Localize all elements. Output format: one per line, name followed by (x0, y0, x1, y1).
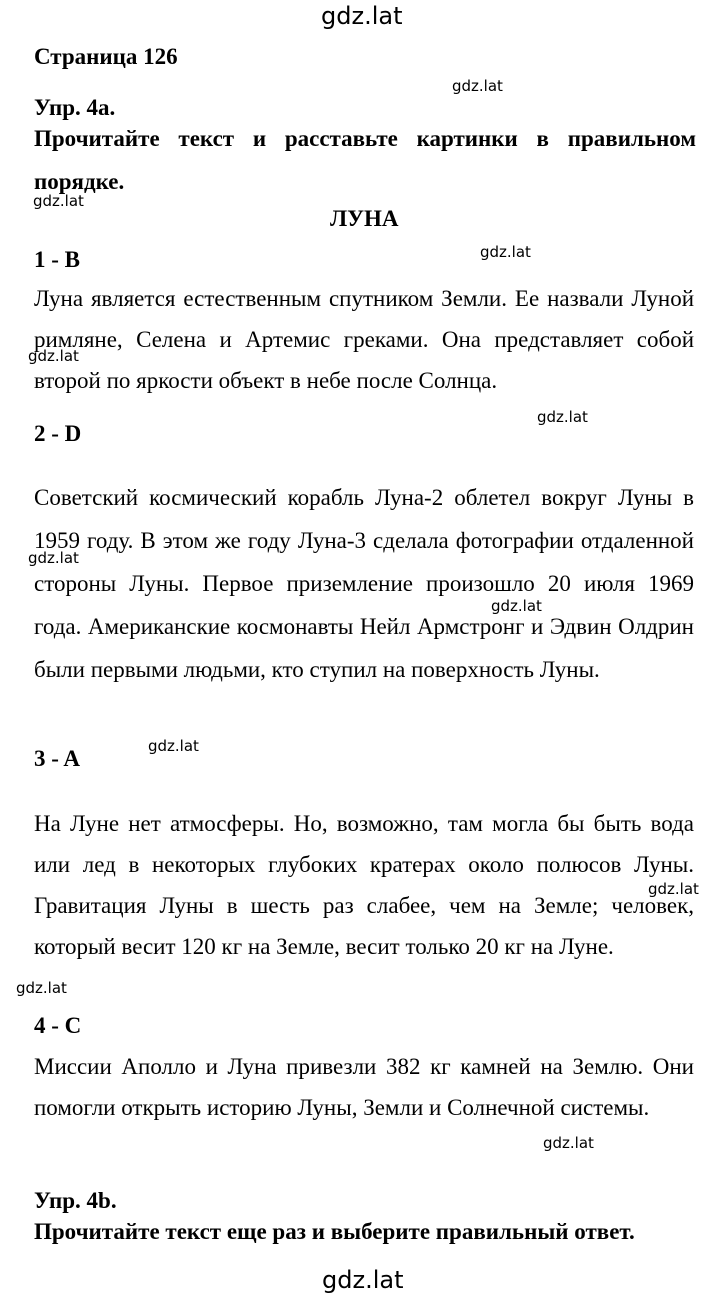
watermark: gdz.lat (452, 77, 503, 95)
watermark: gdz.lat (28, 549, 79, 567)
page-title: Страница 126 (34, 44, 178, 69)
exercise-4b-label: Упр. 4b. (34, 1188, 117, 1213)
watermark: gdz.lat (491, 597, 542, 615)
watermark: gdz.lat (480, 243, 531, 261)
exercise-4a-label: Упр. 4а. (34, 95, 116, 120)
section-2-label: 2 - D (34, 421, 82, 446)
section-3-label: 3 - A (34, 746, 80, 771)
section-1-label: 1 - В (34, 247, 80, 272)
watermark: gdz.lat (33, 192, 84, 210)
watermark: gdz.lat (16, 979, 67, 997)
section-2-text-line-1 (34, 477, 694, 692)
section-1-text: Луна является естественным спутником Земли. Ее назвали Луной римляне, Селена и Артемис греками. Она представляет собой второй по яркости объект в небе после Солнца. (34, 286, 694, 393)
watermark-bottom: gdz.lat (322, 1266, 404, 1294)
watermark: gdz.lat (648, 880, 699, 898)
exercise-4a-instruction: Прочитайте текст и расставьте картинки в правильном порядке. (34, 126, 696, 194)
watermark: gdz.lat (537, 408, 588, 426)
section-2-text: Советский космический корабль Луна-2 облетел вокруг Луны в 1959 году. В этом же году Луна-3 сделала фотографии отдаленной стороны Луны. Первое приземление произошло 20 июля 1969 года. Американские космонавты Нейл Армстронг и Эдвин Олдрин были первыми людьми, кто ступил на поверхность Луны. (34, 485, 694, 682)
watermark: gdz.lat (543, 1134, 594, 1152)
section-4-text: Миссии Аполло и Луна привезли 382 кг камней на Землю. Они помогли открыть историю Луны, Земли и Солнечной системы. (34, 1054, 694, 1120)
exercise-4b-instruction: Прочитайте текст еще раз и выберите правильный ответ. (34, 1219, 635, 1244)
section-3-text: На Луне нет атмосферы. Но, возможно, там могла бы быть вода или лед в некоторых глубоких кратерах около полюсов Луны. Гравитация Луны в шесть раз слабее, чем на Земле; человек, который весит 120 кг на Земле, весит только 20 кг на Луне. (34, 811, 694, 959)
watermark-top: gdz.lat (321, 2, 403, 30)
section-4-label: 4 - C (34, 1013, 82, 1038)
text-title: ЛУНА (330, 206, 399, 231)
watermark: gdz.lat (28, 347, 79, 365)
watermark: gdz.lat (148, 737, 199, 755)
